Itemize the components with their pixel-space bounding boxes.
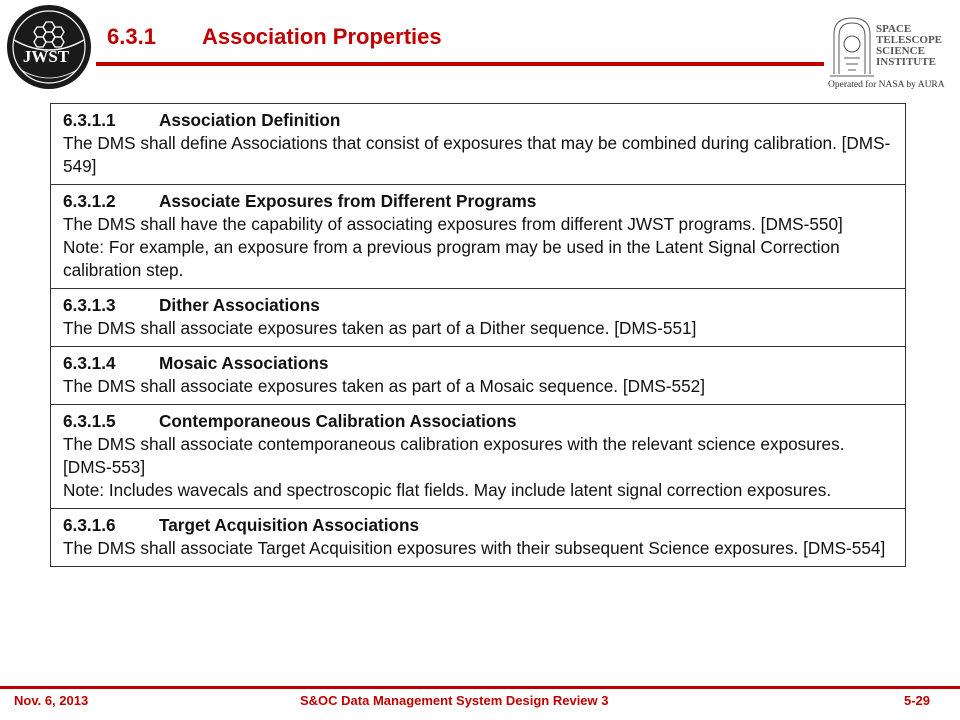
requirement-title: Associate Exposures from Different Programs	[159, 191, 537, 211]
requirement-title: Association Definition	[159, 110, 341, 130]
section-number: 6.3.1	[107, 24, 156, 49]
page-number: 5-29	[903, 693, 930, 708]
requirement-row	[51, 288, 905, 346]
title-divider	[96, 62, 824, 66]
requirement-row	[51, 404, 905, 508]
requirement-row	[51, 104, 905, 184]
requirement-heading	[63, 109, 893, 132]
requirement-text: The DMS shall associate Target Acquisition exposures with their subsequent Science exposures. [DMS-554]	[63, 538, 886, 558]
requirement-heading	[63, 352, 893, 375]
footer-date: Nov. 6, 2013	[14, 693, 89, 708]
requirement-text: The DMS shall associate exposures taken as part of a Dither sequence. [DMS-551]	[63, 318, 697, 338]
jwst-logo-icon	[6, 4, 92, 90]
requirement-text: The DMS shall have the capability of associating exposures from different JWST programs. [DMS-550]	[63, 214, 843, 234]
requirement-id: 6.3.1.5	[63, 411, 116, 431]
requirement-id: 6.3.1.2	[63, 191, 116, 211]
footer-divider	[0, 686, 960, 689]
requirement-heading	[63, 294, 893, 317]
svg-text:SPACE: SPACE	[876, 23, 912, 35]
requirement-row	[51, 184, 905, 288]
requirement-title: Dither Associations	[159, 295, 320, 315]
requirement-heading	[63, 410, 893, 433]
requirement-row	[51, 346, 905, 404]
section-title: Association Properties	[202, 24, 442, 49]
requirement-id: 6.3.1.6	[63, 515, 116, 535]
page-title	[107, 24, 442, 50]
requirement-title: Contemporaneous Calibration Associations	[159, 411, 517, 431]
requirement-title: Target Acquisition Associations	[159, 515, 420, 535]
svg-text:SCIENCE: SCIENCE	[876, 45, 925, 57]
svg-text:INSTITUTE: INSTITUTE	[876, 56, 936, 68]
requirement-heading	[63, 514, 893, 537]
requirement-id: 6.3.1.3	[63, 295, 116, 315]
requirement-note: Note: Includes wavecals and spectroscopic flat fields. May include latent signal correction exposures.	[63, 480, 832, 500]
svg-text:TELESCOPE: TELESCOPE	[876, 34, 943, 46]
footer-review-title: S&OC Data Management System Design Review 3	[300, 693, 609, 708]
requirement-id: 6.3.1.1	[63, 110, 116, 130]
requirement-id: 6.3.1.4	[63, 353, 116, 373]
requirement-title: Mosaic Associations	[159, 353, 329, 373]
requirement-text: The DMS shall define Associations that consist of exposures that may be combined during calibration. [DMS-549]	[63, 133, 891, 176]
svg-text:JWST: JWST	[22, 47, 70, 66]
requirement-note: Note: For example, an exposure from a previous program may be used in the Latent Signal Correction calibration step.	[63, 237, 840, 280]
requirement-text: The DMS shall associate exposures taken as part of a Mosaic sequence. [DMS-552]	[63, 376, 705, 396]
stsci-operated-text: Operated for NASA by AURA	[828, 80, 945, 90]
requirement-heading	[63, 190, 893, 213]
requirement-text: The DMS shall associate contemporaneous calibration exposures with the relevant science exposures. [DMS-553]	[63, 434, 845, 477]
requirements-table	[50, 103, 906, 567]
requirement-row	[51, 508, 905, 566]
